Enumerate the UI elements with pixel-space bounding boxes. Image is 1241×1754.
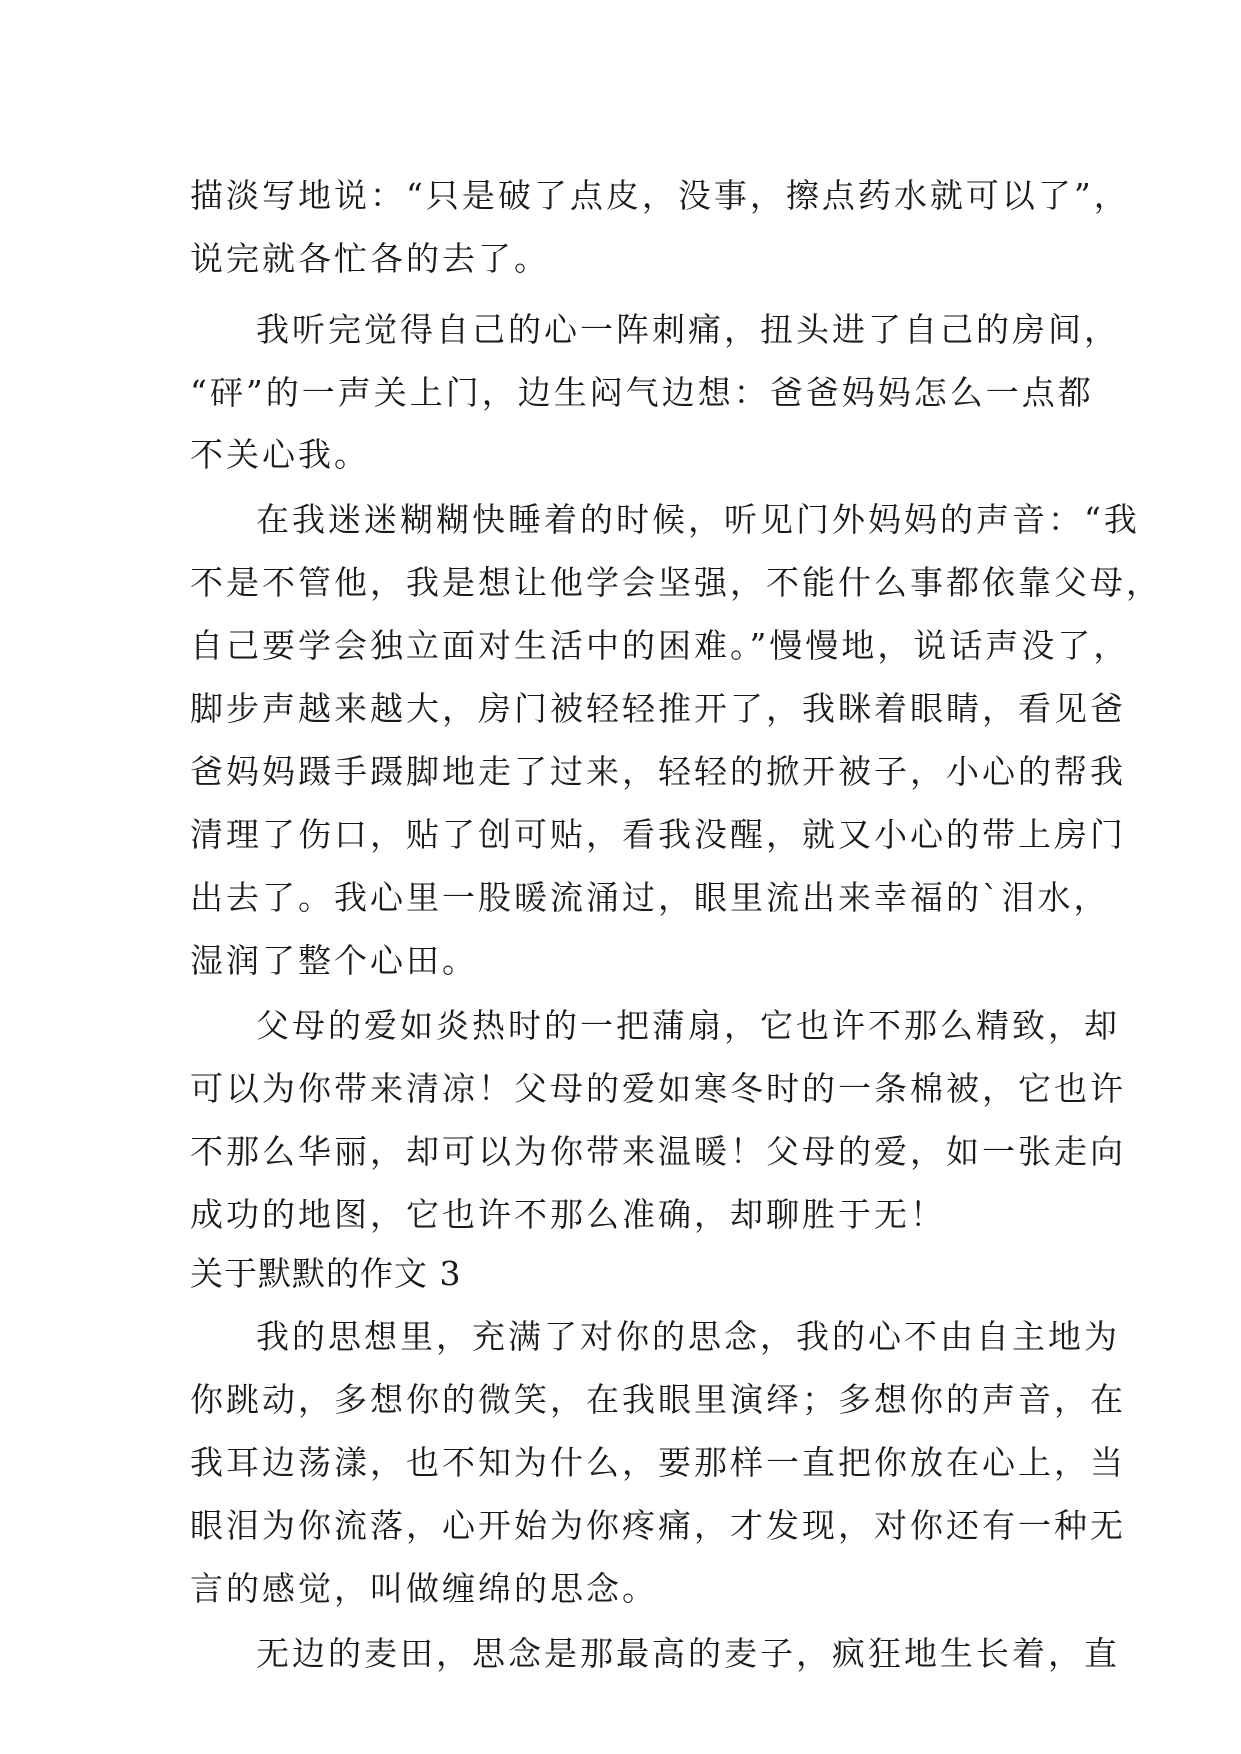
text-line: 不那么华丽，却可以为你带来温暖！父母的爱，如一张走向: [190, 1132, 1126, 1171]
text-line: 出去了。我心里一股暖流涌过，眼里流出来幸福的`泪水，: [190, 878, 1110, 917]
text-line: 成功的地图，它也许不那么准确，却聊胜于无！: [190, 1195, 946, 1234]
text-line: 自己要学会独立面对生活中的困难。”慢慢地，说话声没了，: [190, 626, 1130, 665]
text-line: 爸妈妈蹑手蹑脚地走了过来，轻轻的掀开被子，小心的帮我: [190, 752, 1126, 791]
paragraph-start-line: 我的思想里，充满了对你的思念，我的心不由自主地为: [256, 1317, 1120, 1356]
text-line: 说完就各忙各的去了。: [190, 239, 550, 278]
paragraph-start-line: 我听完觉得自己的心一阵刺痛，扭头进了自己的房间，: [256, 310, 1120, 349]
paragraph-start-line: 无边的麦田，思念是那最高的麦子，疯狂地生长着，直: [256, 1634, 1120, 1673]
text-line: 清理了伤口，贴了创可贴，看我没醒，就又小心的带上房门: [190, 815, 1126, 854]
text-line: 可以为你带来清凉！父母的爱如寒冬时的一条棉被，它也许: [190, 1069, 1126, 1108]
text-line: 不是不管他，我是想让他学会坚强，不能什么事都依靠父母，: [190, 563, 1162, 602]
text-line: 湿润了整个心田。: [190, 941, 478, 980]
section-heading: 关于默默的作文 3: [190, 1254, 462, 1293]
text-line: 不关心我。: [190, 435, 370, 474]
text-line: 描淡写地说：“只是破了点皮，没事，擦点药水就可以了”，: [190, 176, 1130, 215]
text-line: 眼泪为你流落，心开始为你疼痛，才发现，对你还有一种无: [190, 1506, 1126, 1545]
paragraph-start-line: 父母的爱如炎热时的一把蒲扇，它也许不那么精致，却: [256, 1006, 1120, 1045]
paragraph-start-line: 在我迷迷糊糊快睡着的时候，听见门外妈妈的声音：“我: [256, 500, 1140, 539]
text-line: 我耳边荡漾，也不知为什么，要那样一直把你放在心上，当: [190, 1443, 1126, 1482]
text-line: “砰”的一声关上门，边生闷气边想：爸爸妈妈怎么一点都: [190, 373, 1094, 412]
text-line: 言的感觉，叫做缠绵的思念。: [190, 1569, 658, 1608]
text-line: 脚步声越来越大，房门被轻轻推开了，我眯着眼睛，看见爸: [190, 689, 1126, 728]
text-line: 你跳动，多想你的微笑，在我眼里演绎；多想你的声音，在: [190, 1380, 1126, 1419]
